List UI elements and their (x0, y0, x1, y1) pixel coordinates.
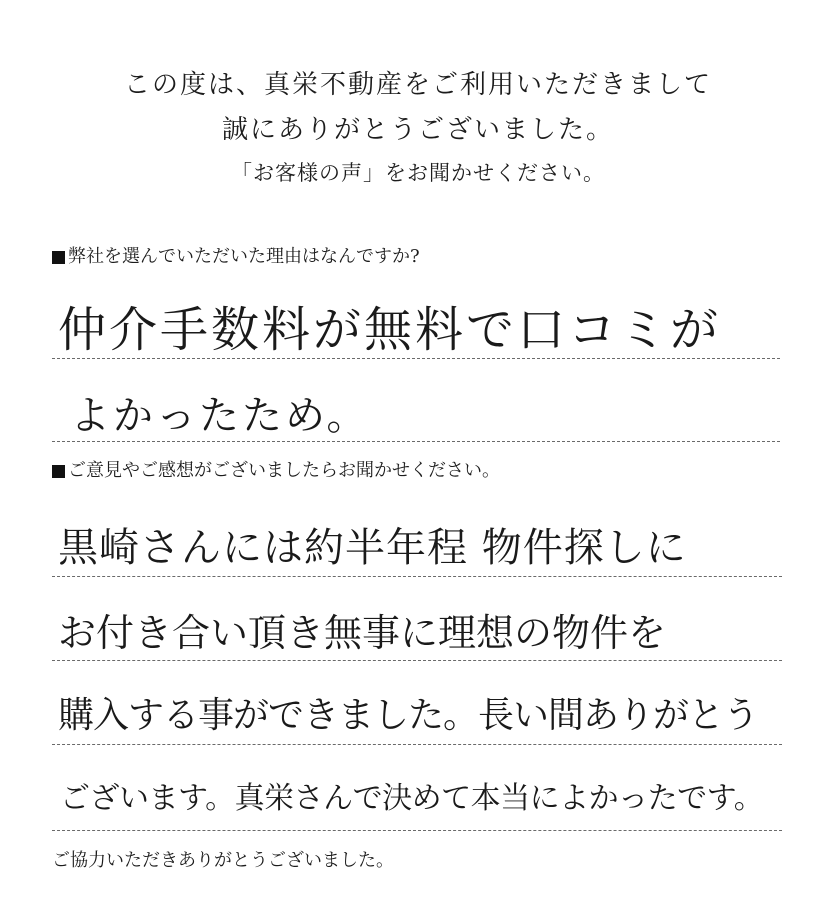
answer-rule (52, 744, 782, 745)
question-1-label (52, 248, 420, 266)
bullet-square-icon (52, 251, 65, 264)
header-line-2: 誠にありがとうございました。 (221, 115, 614, 145)
answer-2-line-3: 購入する事ができました。長い間ありがとう (58, 695, 759, 736)
question-2-label (52, 462, 500, 480)
answer-1-line-1: 仲介手数料が無料で口コミが (58, 302, 722, 358)
answer-rule (52, 660, 782, 661)
answer-2-line-2: お付き合い頂き無事に理想の物件を (58, 611, 667, 655)
header-line-3: 「お客様の声」をお聞かせください。 (231, 161, 605, 185)
answer-rule (52, 576, 782, 577)
answer-rule (52, 441, 780, 442)
header-line-1: この度は、真栄不動産をご利用いただきまして (123, 70, 712, 100)
question-2-text: ご意見やご感想がございましたらお聞かせください。 (68, 460, 500, 481)
answer-2-line-1: 黒崎さんには約半年程 物件探しに (58, 525, 687, 571)
question-1-text: 弊社を選んでいただいた理由はなんですか? (68, 246, 420, 267)
bullet-square-icon (52, 465, 65, 478)
answer-1-line-2: よかったため。 (70, 393, 370, 439)
footer-thanks: ご協力いただきありがとうございました。 (52, 850, 394, 871)
answer-rule (52, 830, 782, 831)
answer-rule (52, 358, 780, 359)
answer-2-line-4: ございます。真栄さんで決めて本当によかったです。 (60, 781, 764, 816)
